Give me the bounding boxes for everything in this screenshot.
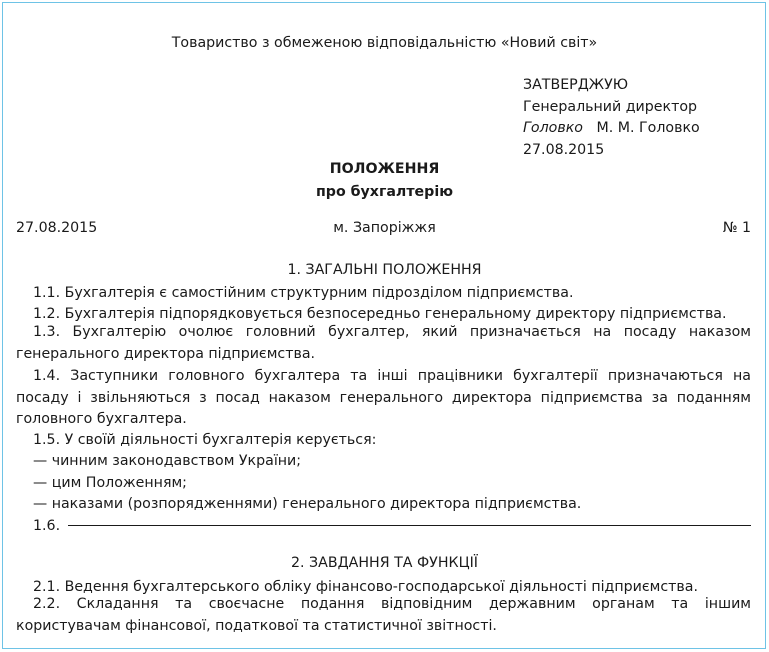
approval-position: Генеральний директор — [523, 98, 698, 115]
document-number: № 1 — [722, 220, 751, 236]
list-item-3: — наказами (розпорядженнями) генерального директора підприємства. — [33, 496, 582, 512]
list-item-2: — цим Положенням; — [33, 475, 187, 491]
paragraph-1-5: 1.5. У своїй діяльності бухгалтерія керується: — [33, 432, 377, 448]
section-1-heading: 1. ЗАГАЛЬНІ ПОЛОЖЕННЯ — [287, 262, 482, 278]
paragraph-1-4: 1.4. Заступники головного бухгалтера та інші працівники бухгалтерії призначаються на посаду і звільняються з посад наказом генерального директора підприємства за поданням головного бухгалтера. — [16, 368, 751, 427]
organization-name: Товариство з обмеженою відповідальністю «Новий світ» — [171, 35, 598, 51]
paragraph-1-6: 1.6. — [33, 518, 61, 534]
list-item-1: — чинним законодавством України; — [33, 453, 302, 469]
document-date: 27.08.2015 — [16, 220, 98, 236]
section-2-heading: 2. ЗАВДАННЯ ТА ФУНКЦІЇ — [291, 555, 478, 571]
document-city: м. Запоріжжя — [333, 220, 436, 236]
blank-fill-line — [68, 525, 751, 526]
paragraph-1-1: 1.1. Бухгалтерія є самостійним структурним підрозділом підприємства. — [33, 285, 574, 301]
title-line-1: ПОЛОЖЕННЯ — [329, 161, 440, 177]
signature: Головко — [523, 120, 583, 136]
approver-name: М. М. Головко — [596, 120, 700, 136]
paragraph-1-3: 1.3. Бухгалтерію очолює головний бухгалтер, який призначається на посаду наказом генерального директора підприємства. — [16, 324, 751, 362]
approval-signature-line — [523, 118, 700, 140]
paragraph-2-2: 2.2. Складання та своєчасне подання відповідним державним органам та іншим користувачам фінансової, податкової та статистичної звітності. — [16, 596, 751, 634]
title-line-2: про бухгалтерію — [316, 184, 453, 200]
approval-date: 27.08.2015 — [523, 141, 605, 158]
paragraph-2-1: 2.1. Ведення бухгалтерського обліку фінансово-господарської діяльності підприємства. — [33, 579, 698, 595]
document-title — [0, 158, 769, 204]
paragraph-1-2: 1.2. Бухгалтерія підпорядковується безпосередньо генеральному директору підприємства. — [33, 306, 727, 322]
approval-heading: ЗАТВЕРДЖУЮ — [523, 77, 629, 93]
approval-block — [523, 75, 700, 161]
